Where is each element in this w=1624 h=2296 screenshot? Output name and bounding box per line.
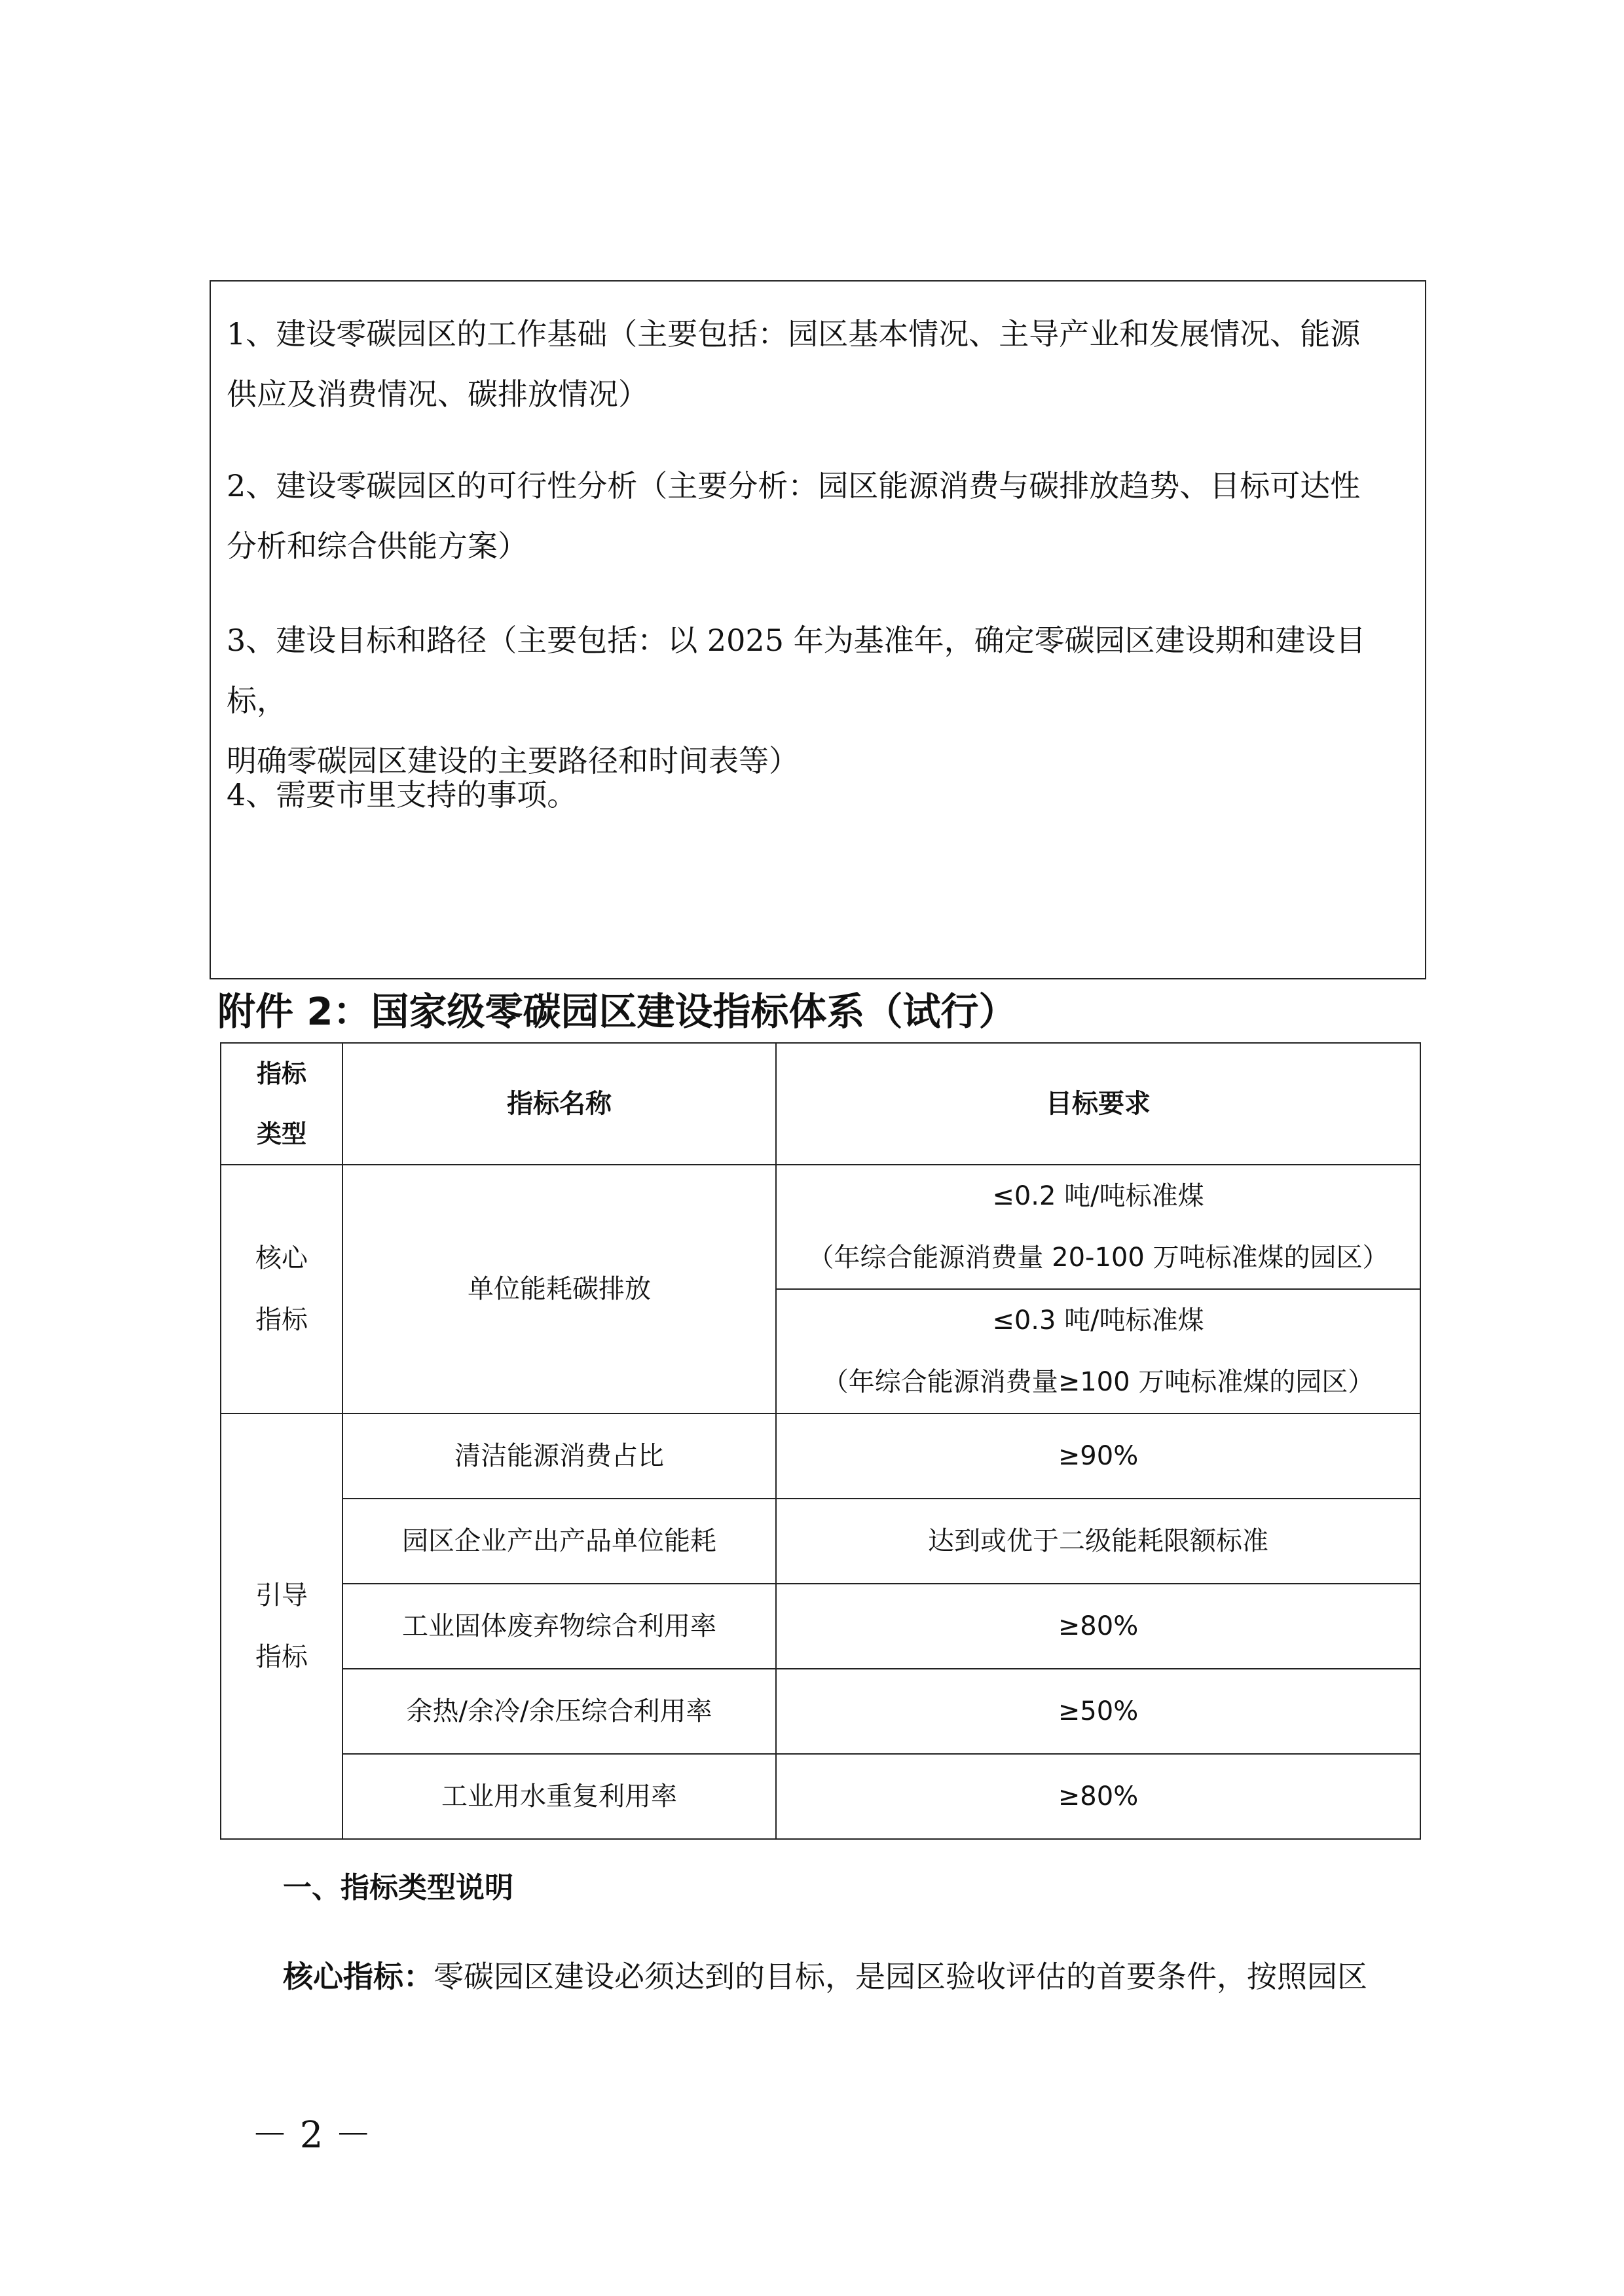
content-item-4: 4、需要市里支持的事项。 <box>227 777 578 812</box>
application-content-box <box>210 280 1426 979</box>
table-row <box>221 1584 1420 1669</box>
table-row <box>221 1754 1420 1839</box>
core-indicator-type: 核心 指标 <box>221 1165 342 1413</box>
header-target-requirement: 目标要求 <box>776 1043 1420 1165</box>
target-cell: ≥80% <box>776 1754 1420 1839</box>
core-target-2: ≤0.3 吨/吨标准煤 （年综合能源消费量≥100 万吨标准煤的园区） <box>776 1289 1420 1413</box>
section-heading: 一、指标类型说明 <box>283 1871 513 1904</box>
table-row <box>221 1499 1420 1584</box>
indicator-name-cell: 清洁能源消费占比 <box>342 1413 776 1499</box>
target-cell: ≥50% <box>776 1669 1420 1754</box>
page-number: － 2 － <box>251 2114 372 2157</box>
core-target-1: ≤0.2 吨/吨标准煤 （年综合能源消费量 20-100 万吨标准煤的园区） <box>776 1165 1420 1289</box>
content-item-2: 2、建设零碳园区的可行性分析（主要分析：园区能源消费与碳排放趋势、目标可达性 分析和综合供能方案） <box>227 468 1361 564</box>
indicator-name-cell: 余热/余冷/余压综合利用率 <box>342 1669 776 1754</box>
guide-indicator-type: 引导 指标 <box>221 1413 342 1839</box>
attachment-title: 附件 2：国家级零碳园区建设指标体系（试行） <box>217 989 1017 1034</box>
target-cell: ≥80% <box>776 1584 1420 1669</box>
header-indicator-type: 指标 类型 <box>221 1043 342 1165</box>
indicator-name-cell: 园区企业产出产品单位能耗 <box>342 1499 776 1584</box>
paragraph-label: 核心指标： <box>283 1959 434 1994</box>
target-cell: ≥90% <box>776 1413 1420 1499</box>
content-item-3: 3、建设目标和路径（主要包括：以 2025 年为基准年，确定零碳园区建设期和建设目标， 明确零碳园区建设的主要路径和时间表等） <box>227 623 1366 778</box>
paragraph-text: 零碳园区建设必须达到的目标，是园区验收评估的首要条件，按照园区 <box>434 1959 1367 1994</box>
core-indicator-name: 单位能耗碳排放 <box>342 1165 776 1413</box>
indicator-name-cell: 工业用水重复利用率 <box>342 1754 776 1839</box>
table-row <box>221 1669 1420 1754</box>
content-item-1: 1、建设零碳园区的工作基础（主要包括：园区基本情况、主导产业和发展情况、能源 供应及消费情况、碳排放情况） <box>227 316 1361 412</box>
indicator-name-cell: 工业固体废弃物综合利用率 <box>342 1584 776 1669</box>
table-row <box>221 1413 1420 1499</box>
header-indicator-name: 指标名称 <box>342 1043 776 1165</box>
core-indicator-paragraph <box>283 1947 1367 2006</box>
indicator-table <box>220 1042 1421 1840</box>
target-cell: 达到或优于二级能耗限额标准 <box>776 1499 1420 1584</box>
table-header-row <box>221 1043 1420 1165</box>
table-row <box>221 1165 1420 1289</box>
